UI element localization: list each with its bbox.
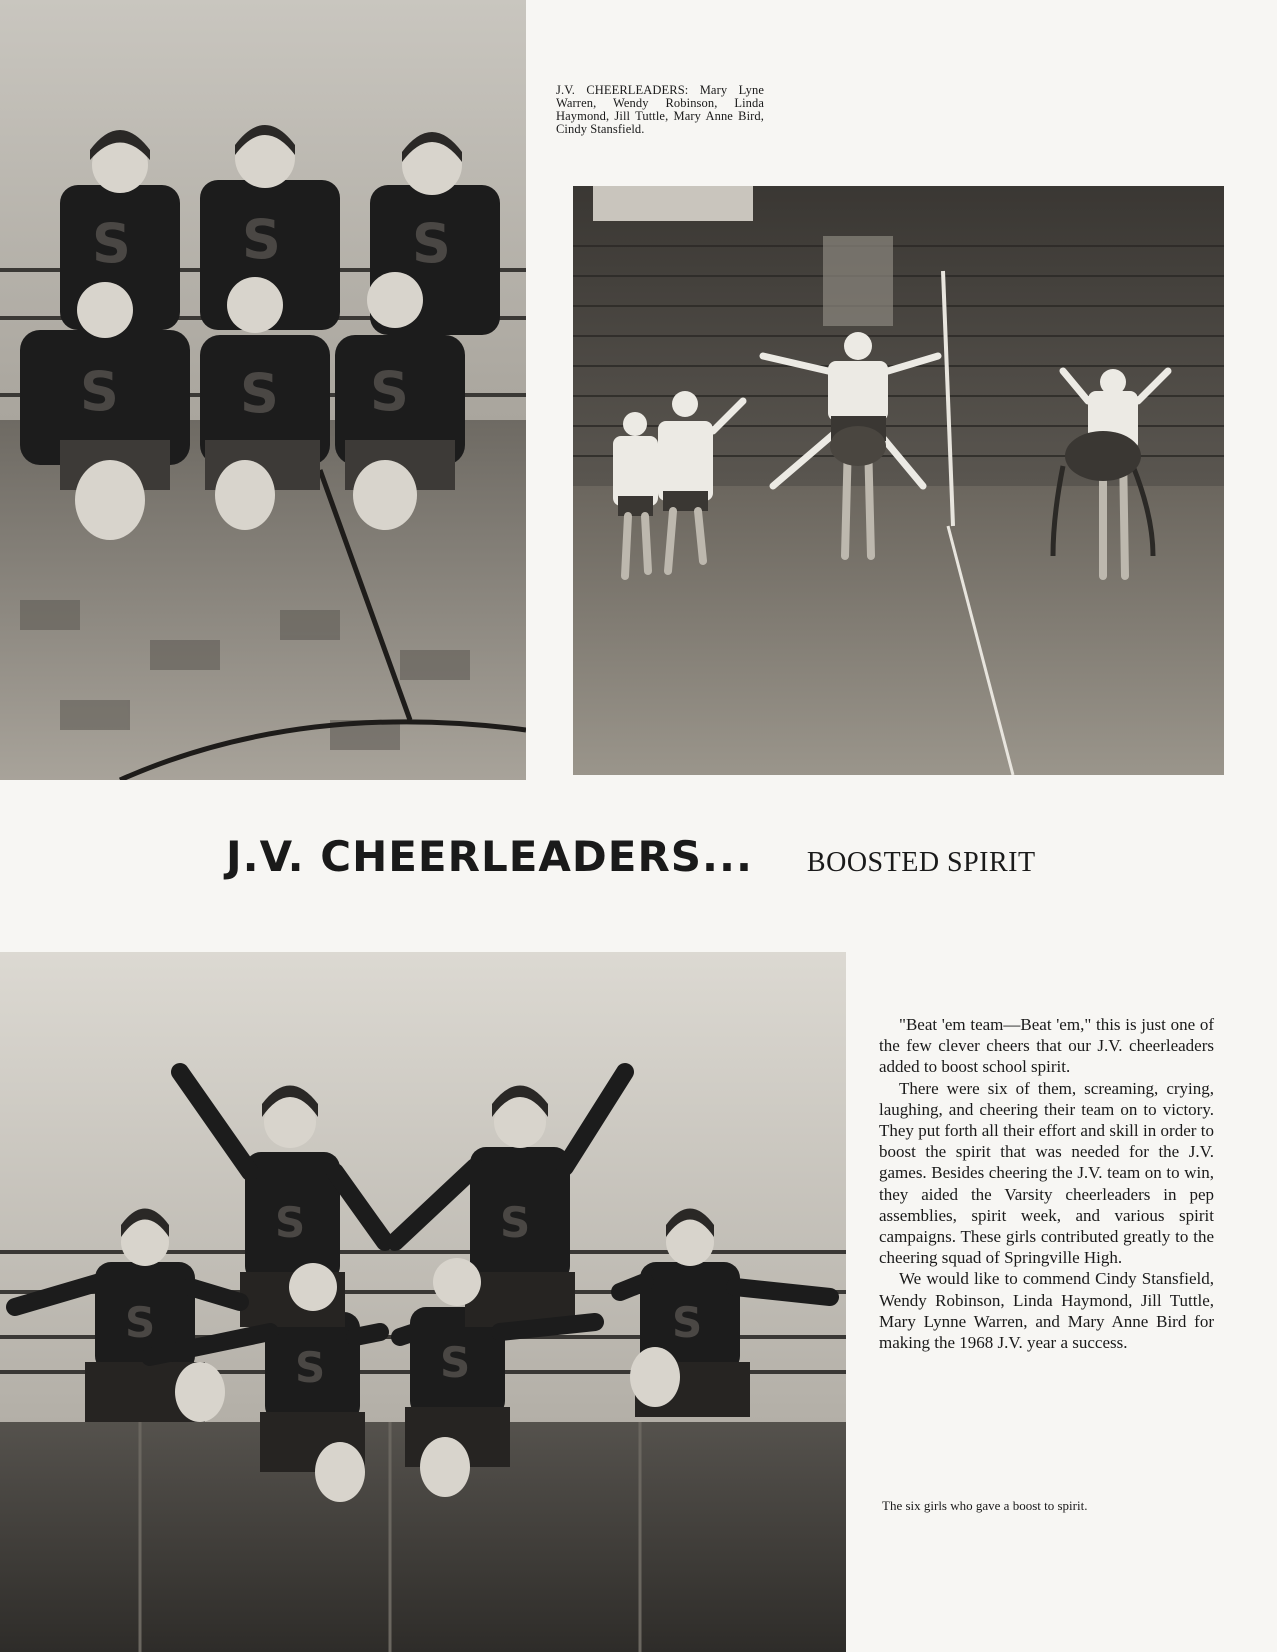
svg-text:S: S [275, 1198, 306, 1247]
svg-text:S: S [500, 1198, 531, 1247]
article-body [879, 1014, 1214, 1353]
svg-text:S: S [240, 362, 279, 425]
svg-text:S: S [92, 212, 131, 275]
svg-text:S: S [672, 1298, 703, 1347]
body-paragraph-1: "Beat 'em team—Beat 'em," this is just one of the few clever cheers that our J.V. cheerleaders added to boost school spirit. [879, 1015, 1214, 1077]
svg-text:S: S [440, 1338, 471, 1387]
svg-text:S: S [125, 1298, 156, 1347]
photo-cheerleaders-jumping-image [573, 186, 1224, 775]
headline-sub: BOOSTED SPIRIT [806, 847, 1036, 878]
photo-cheerleaders-posed [0, 0, 526, 780]
body-paragraph-2: There were six of them, screaming, crying, laughing, and cheering their team on to victory. They put forth all their effort and skill in order to boost the spirit that was needed for the J.V. games. Besides cheering the J.V. team on to win, they aided the Varsity cheerleaders in pep assemblies, spirit week, and various spirit campaigns. These girls contributed greatly to the cheering squad of Springville High. [879, 1078, 1214, 1268]
caption-bottom-photo: The six girls who gave a boost to spirit. [882, 1498, 1088, 1513]
photo-cheerleaders-jumping [573, 186, 1224, 775]
svg-text:S: S [242, 208, 281, 271]
headline-main: J.V. CHEERLEADERS... [226, 832, 753, 881]
page-headline [226, 832, 1106, 892]
svg-text:S: S [412, 212, 451, 275]
photo-cheerleaders-arms-out [0, 952, 846, 1652]
photo-cheerleaders-posed-image [0, 0, 526, 780]
svg-text:S: S [295, 1343, 326, 1392]
photo-cheerleaders-arms-out-image [0, 952, 846, 1652]
caption-top-names: J.V. CHEERLEADERS: Mary Lyne Warren, Wendy Robinson, Linda Haymond, Jill Tuttle, Mary Anne Bird, Cindy Stansfield. [556, 83, 764, 136]
svg-text:S: S [80, 360, 119, 423]
svg-text:S: S [370, 360, 409, 423]
body-paragraph-3: We would like to commend Cindy Stansfield, Wendy Robinson, Linda Haymond, Jill Tuttle, Mary Lynne Warren, and Mary Anne Bird for making the 1968 J.V. year a success. [879, 1269, 1214, 1353]
